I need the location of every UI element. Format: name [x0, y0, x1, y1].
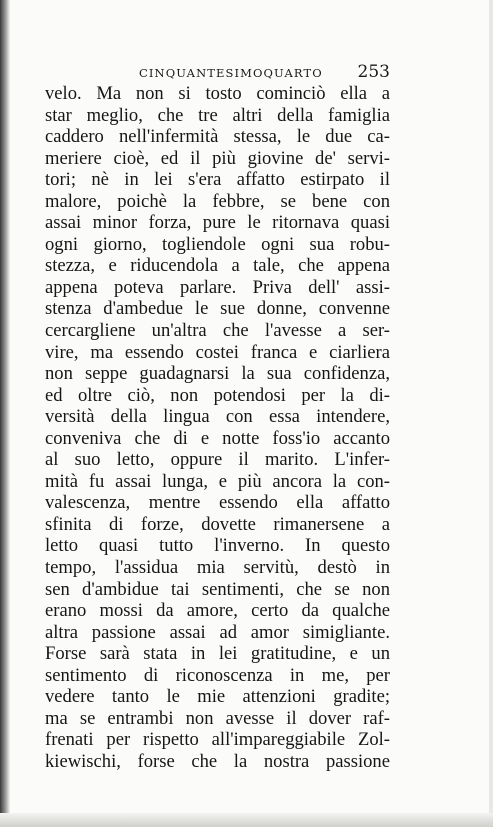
body-text [45, 83, 390, 773]
text-line: frenati per rispetto all'impareggiabile Zol- [45, 729, 390, 751]
page-number: 253 [357, 62, 390, 82]
text-line: meriere cioè, ed il più giovine de' servi- [45, 147, 390, 169]
text-line: Forse sarà stata in lei gratitudine, e un [45, 643, 390, 665]
text-line: velo. Ma non si tosto cominciò ella a [45, 83, 390, 104]
text-line: appena poteva parlare. Priva dell' assi- [45, 276, 390, 298]
text-line: stenza d'ambedue le sue donne, convenne [45, 298, 390, 320]
text-line: ed oltre ciò, non potendosi per la di- [45, 384, 390, 406]
text-line: valescenza, mentre essendo ella affatto [45, 492, 390, 514]
text-line: vire, ma essendo costei franca e ciarliera [45, 341, 390, 363]
running-head: CINQUANTESIMOQUARTO [139, 66, 323, 80]
text-line: kiewischi, forse che la nostra passione [45, 750, 390, 772]
text-line: versità della lingua con essa intendere, [45, 406, 390, 428]
text-line: sentimento di riconoscenza in me, per [45, 664, 390, 686]
text-line: non seppe guadagnarsi la sua confidenza, [45, 363, 390, 385]
text-line: sen d'ambidue tai sentimenti, che se non [45, 578, 390, 600]
text-line: malore, poichè la febbre, se bene con [45, 190, 390, 212]
text-line: conveniva che di e notte foss'io accanto [45, 427, 390, 449]
binding-shadow [0, 0, 10, 827]
text-line: altra passione assai ad amor simigliante. [45, 621, 390, 643]
text-line: vedere tanto le mie attenzioni gradite; [45, 686, 390, 708]
page-header [45, 64, 390, 84]
text-line: mità fu assai lunga, e più ancora la con- [45, 470, 390, 492]
page-edge [489, 0, 493, 827]
text-line: stezza, e riducendola a tale, che appena [45, 255, 390, 277]
text-line: ogni giorno, togliendole ogni sua robu- [45, 233, 390, 255]
text-line: tempo, l'assidua mia servitù, destò in [45, 557, 390, 579]
text-line: assai minor forza, pure le ritornava quasi [45, 212, 390, 234]
text-line: caddero nell'infermità stessa, le due ca- [45, 126, 390, 148]
text-line: al suo letto, oppure il marito. L'infer- [45, 449, 390, 471]
page-bottom-edge [0, 813, 493, 827]
text-line: letto quasi tutto l'inverno. In questo [45, 535, 390, 557]
text-line: star meglio, che tre altri della famiglia [45, 104, 390, 126]
text-line: tori; nè in lei s'era affatto estirpato il [45, 169, 390, 191]
text-line: ma se entrambi non avesse il dover raf- [45, 707, 390, 729]
text-line: erano mossi da amore, certo da qualche [45, 600, 390, 622]
text-line: sfinita di forze, dovette rimanersene a [45, 513, 390, 535]
text-line: cercargliene un'altra che l'avesse a ser- [45, 320, 390, 342]
